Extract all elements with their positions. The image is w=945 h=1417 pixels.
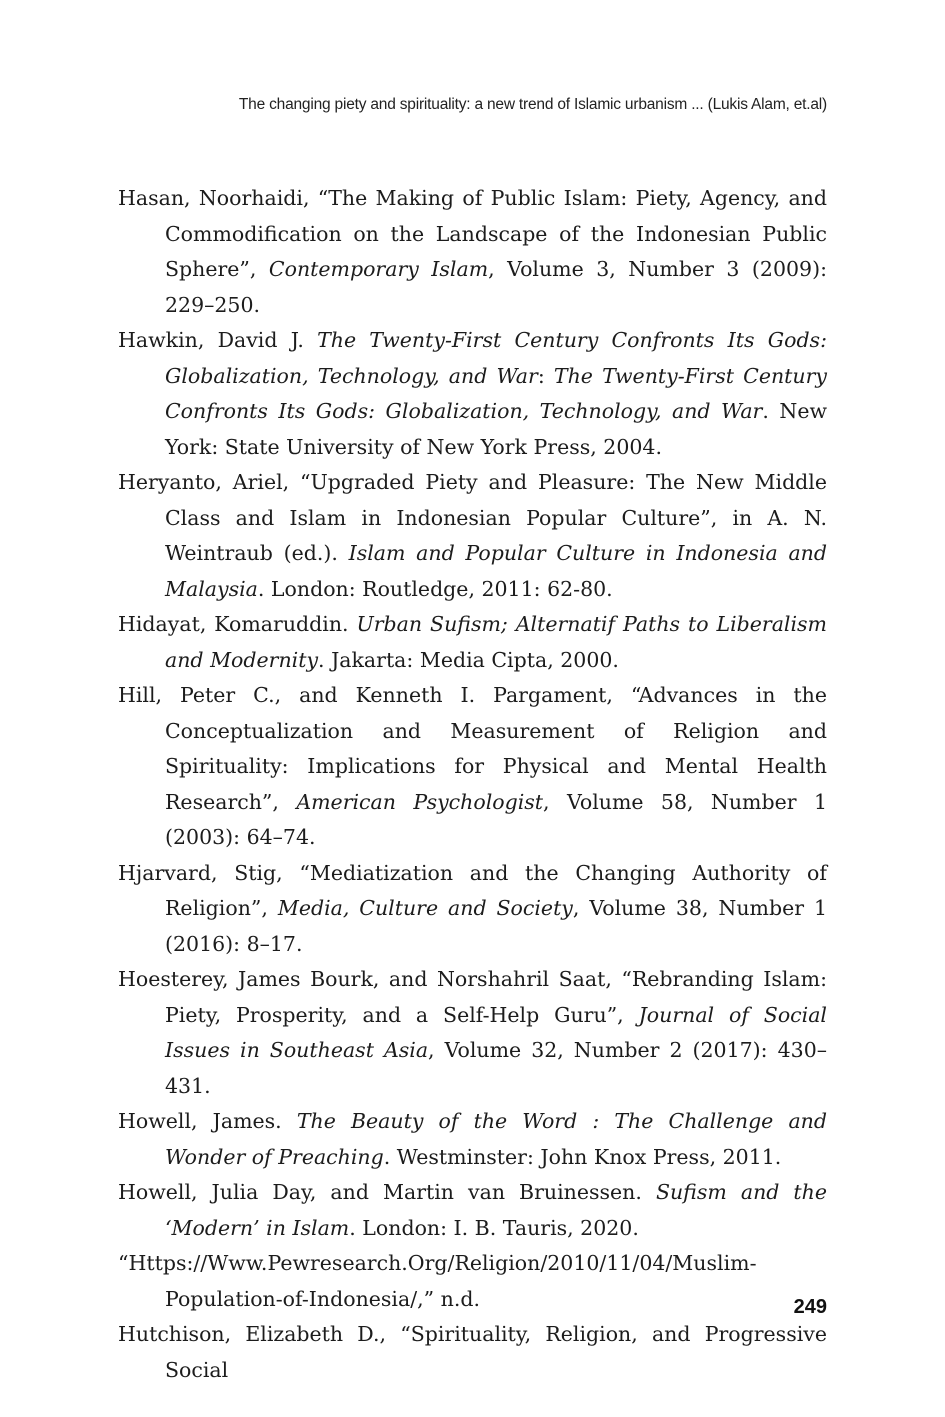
reference-text: “Https://Www.Pewresearch.Org/Religion/2010/11/04/Muslim-Population-of-Indonesia/,” n.d. xyxy=(118,1251,757,1311)
reference-text: Hoesterey, James Bourk, and Norshahril Saat, “Rebranding Islam: Piety, Prosperity, and a Self-Help Guru”, xyxy=(118,967,827,1027)
reference-entry-hill xyxy=(118,678,827,856)
reference-source-title: Contemporary Islam xyxy=(268,257,489,281)
reference-source-title: Sufism and the ‘Modern’ in Islam xyxy=(165,1180,827,1240)
reference-source-title: The Beauty of the Word : The Challenge and Wonder of Preaching xyxy=(165,1109,827,1169)
reference-text: Hutchison, Elizabeth D., “Spirituality, Religion, and Progressive Social xyxy=(118,1322,827,1382)
reference-entry-heryanto xyxy=(118,465,827,607)
reference-details: . Westminster: John Knox Press, 2011. xyxy=(383,1144,782,1169)
reference-source-title: Media, Culture and Society xyxy=(277,896,573,920)
reference-entry-pewresearch xyxy=(118,1246,827,1317)
reference-entry-howell-james xyxy=(118,1104,827,1175)
page-number: 249 xyxy=(793,1296,827,1318)
reference-source-title: Islam and Popular Culture in Indonesia and Malaysia xyxy=(165,541,827,601)
reference-details: , Volume 38, Number 1 (2016): 8–17. xyxy=(165,896,827,956)
reference-details: . London: I. B. Tauris, 2020. xyxy=(349,1215,639,1240)
reference-source-title: The Twenty-First Century Confronts Its Gods: Globalization, Technology, and War xyxy=(165,328,827,388)
reference-entry-hasan xyxy=(118,181,827,323)
reference-entry-hutchison xyxy=(118,1317,827,1388)
reference-list xyxy=(118,181,827,1388)
reference-details: , Volume 3, Number 3 (2009): 229–250. xyxy=(165,257,827,317)
reference-entry-hidayat xyxy=(118,607,827,678)
reference-source-title: Urban Sufism; Alternatif Paths to Liberalism and Modernity xyxy=(165,612,827,672)
reference-text: Howell, Julia Day, and Martin van Bruinessen. xyxy=(118,1180,656,1204)
reference-text: Hidayat, Komaruddin. xyxy=(118,612,357,636)
reference-entry-hjarvard xyxy=(118,856,827,963)
reference-source-title: American Psychologist xyxy=(296,789,544,814)
reference-details: , Volume 58, Number 1 (2003): 64–74. xyxy=(165,789,827,849)
reference-text: Hawkin, David J. xyxy=(118,328,318,352)
reference-text: Heryanto, Ariel, “Upgraded Piety and Pleasure: The New Middle Class and Islam in Indonesian Popular Culture”, in A. N. Weintraub (ed.). xyxy=(118,470,827,565)
reference-source-title: Journal of Social Issues in Southeast Asia xyxy=(165,1002,827,1062)
reference-details: , Volume 32, Number 2 (2017): 430–431. xyxy=(165,1038,827,1098)
reference-text: Howell, James. xyxy=(118,1109,297,1133)
reference-separator: : xyxy=(537,363,554,388)
reference-source-title: The Twenty-First Century Confronts Its Gods: Globalization, Technology, and War xyxy=(165,363,827,423)
reference-details: . Jakarta: Media Cipta, 2000. xyxy=(318,647,619,672)
reference-text: Hill, Peter C., and Kenneth I. Pargament, “Advances in the Conceptualization and Measurement of Religion and Spirituality: Implications for Physical and Mental Health Research”, xyxy=(118,683,827,814)
running-header: The changing piety and spirituality: a new trend of Islamic urbanism ... (Lukis Alam, et.al) xyxy=(238,96,827,113)
reference-entry-howell-julia xyxy=(118,1175,827,1246)
reference-text: Hjarvard, Stig, “Mediatization and the Changing Authority of Religion”, xyxy=(118,860,827,920)
reference-details: . London: Routledge, 2011: 62-80. xyxy=(257,576,613,601)
reference-entry-hoesterey xyxy=(118,962,827,1104)
reference-text: Hasan, Noorhaidi, “The Making of Public Islam: Piety, Agency, and Commodification on the Landscape of the Indonesian Public Sphere”, xyxy=(118,186,827,281)
reference-entry-hawkin xyxy=(118,323,827,465)
reference-details: . New York: State University of New York Press, 2004. xyxy=(165,399,827,459)
